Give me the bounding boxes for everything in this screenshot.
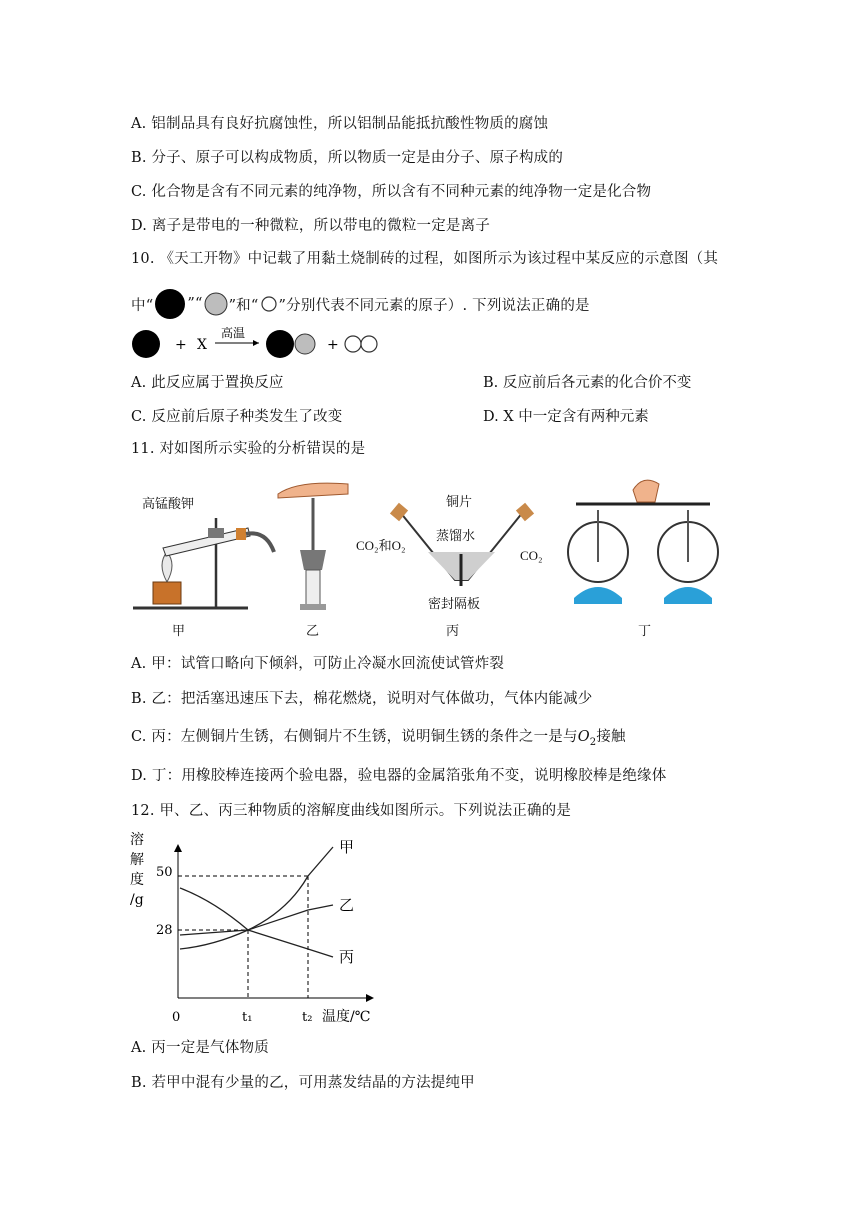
series-label-1: 甲 (339, 838, 355, 856)
series-layer (178, 838, 354, 998)
arrow-head (253, 340, 259, 346)
experiment-jia (133, 496, 274, 638)
caption-yi: 乙 (306, 623, 320, 638)
caption-ding: 丁 (638, 623, 652, 638)
stopper (236, 528, 246, 540)
ylabel-line1: 溶 (130, 832, 144, 848)
q10-quote-mid: ”“ (187, 296, 203, 312)
ylabel-line3: 度 (130, 872, 144, 888)
label-kmno4: 高锰酸钾 (142, 496, 195, 511)
label-water: 蒸馏水 (436, 528, 476, 543)
q12-stem: 12. 甲、乙、丙三种物质的溶解度曲线如图所示。下列说法正确的是 (131, 803, 572, 819)
q9-option-a: A. 铝制品具有良好抗腐蚀性，所以铝制品能抵抗酸性物质的腐蚀 (131, 116, 549, 132)
condition-label: 高温 (221, 327, 246, 340)
alcohol-lamp (153, 582, 181, 604)
q10-quote-and: ”和“ (228, 297, 259, 314)
white-atom-icon (259, 294, 279, 314)
y-tick-50: 50 (156, 865, 173, 880)
q10-option-b: B. 反应前后各元素的化合价不变 (483, 375, 692, 391)
q11-option-d: D. 丁：用橡胶棒连接两个验电器，验电器的金属箔张角不变，说明橡胶棒是绝缘体 (131, 768, 667, 784)
q10-option-d: D. X 中一定含有两种元素 (483, 409, 649, 425)
x-axis-arrow (366, 994, 374, 1002)
series-label-2: 乙 (339, 896, 355, 914)
ylabel-line4: /g (130, 892, 144, 908)
experiment-ding (568, 480, 718, 638)
experiment-yi (278, 483, 348, 638)
product-white-atom-1-icon (345, 336, 361, 352)
reactant-x: X (197, 337, 207, 353)
ylabel-line2: 解 (130, 852, 144, 868)
q11-option-c-text: C. 丙：左侧铜片生锈，右侧铜片不生锈，说明铜生锈的条件之一是与 (131, 729, 578, 745)
product-white-atom-2-icon (361, 336, 377, 352)
cylinder-base (300, 604, 326, 610)
caption-bing: 丙 (446, 623, 460, 638)
o2-subscript: 2 (589, 736, 597, 748)
glass-cylinder (306, 570, 320, 606)
q11-option-b: B. 乙：把活塞迅速压下去，棉花燃烧，说明对气体做功，气体内能减少 (131, 691, 593, 707)
q10-stem-line2 (131, 287, 590, 321)
o2-symbol: O (577, 729, 590, 745)
q12-option-b: B. 若甲中混有少量的乙，可用蒸发结晶的方法提纯甲 (131, 1075, 475, 1091)
q10-quote-close: ”分别代表不同元素的原子）. 下列说法正确的是 (278, 297, 590, 314)
gray-atom-icon (203, 291, 229, 317)
hand-icon-ding (633, 480, 659, 502)
label-co2: CO₂ (520, 548, 543, 563)
product-black-atom-icon (266, 330, 294, 358)
q12-option-a: A. 丙一定是气体物质 (131, 1040, 269, 1056)
solubility-chart (128, 828, 378, 1028)
experiment-bing (356, 494, 543, 638)
q10-option-c: C. 反应前后原子种类发生了改变 (131, 409, 343, 425)
x-axis-label: 温度/℃ (322, 1009, 371, 1025)
caption-jia: 甲 (172, 623, 186, 638)
q11-option-c (131, 725, 626, 748)
hand-icon (278, 483, 348, 498)
q10-option-a: A. 此反应属于置换反应 (131, 375, 284, 391)
stand-left (574, 587, 622, 604)
series-label-3: 丙 (339, 948, 355, 966)
series-line-3 (180, 888, 333, 957)
plus-sign-2: + (327, 337, 339, 353)
q10-stem-line1: 10. 《天工开物》中记载了用黏土烧制砖的过程，如图所示为该过程中某反应的示意图（其 (131, 251, 719, 267)
flame (162, 552, 172, 582)
label-seal: 密封隔板 (428, 596, 481, 611)
q9-option-b: B. 分子、原子可以构成物质，所以物质一定是由分子、原子构成的 (131, 150, 564, 166)
label-copper: 铜片 (446, 494, 473, 509)
reactant-black-atom-icon (132, 330, 160, 358)
x-tick-t1: t₁ (242, 1010, 253, 1025)
clamp (208, 528, 224, 538)
q9-option-d: D. 离子是带电的一种微粒，所以带电的微粒一定是离子 (131, 218, 491, 234)
stand-right (664, 587, 712, 604)
q11-option-c-end: 接触 (596, 729, 626, 745)
q9-option-c: C. 化合物是含有不同元素的纯净物，所以含有不同种元素的纯净物一定是化合物 (131, 184, 652, 200)
label-co2-o2: CO₂和O₂ (356, 538, 406, 553)
plus-sign-1: + (175, 337, 187, 353)
y-tick-28: 28 (156, 923, 173, 938)
q11-experiment-figure (128, 470, 728, 640)
reaction-equation (131, 327, 391, 361)
q11-stem: 11. 对如图所示实验的分析错误的是 (131, 441, 366, 457)
product-gray-atom-icon (295, 334, 315, 354)
black-atom-icon (153, 287, 187, 321)
origin-label: 0 (172, 1010, 181, 1025)
q10-quote-open: 中“ (131, 297, 154, 314)
x-tick-t2: t₂ (302, 1010, 313, 1025)
q11-option-a: A. 甲：试管口略向下倾斜，可防止冷凝水回流使试管炸裂 (131, 656, 505, 672)
piston-head (300, 550, 326, 570)
y-axis-arrow (174, 844, 182, 852)
